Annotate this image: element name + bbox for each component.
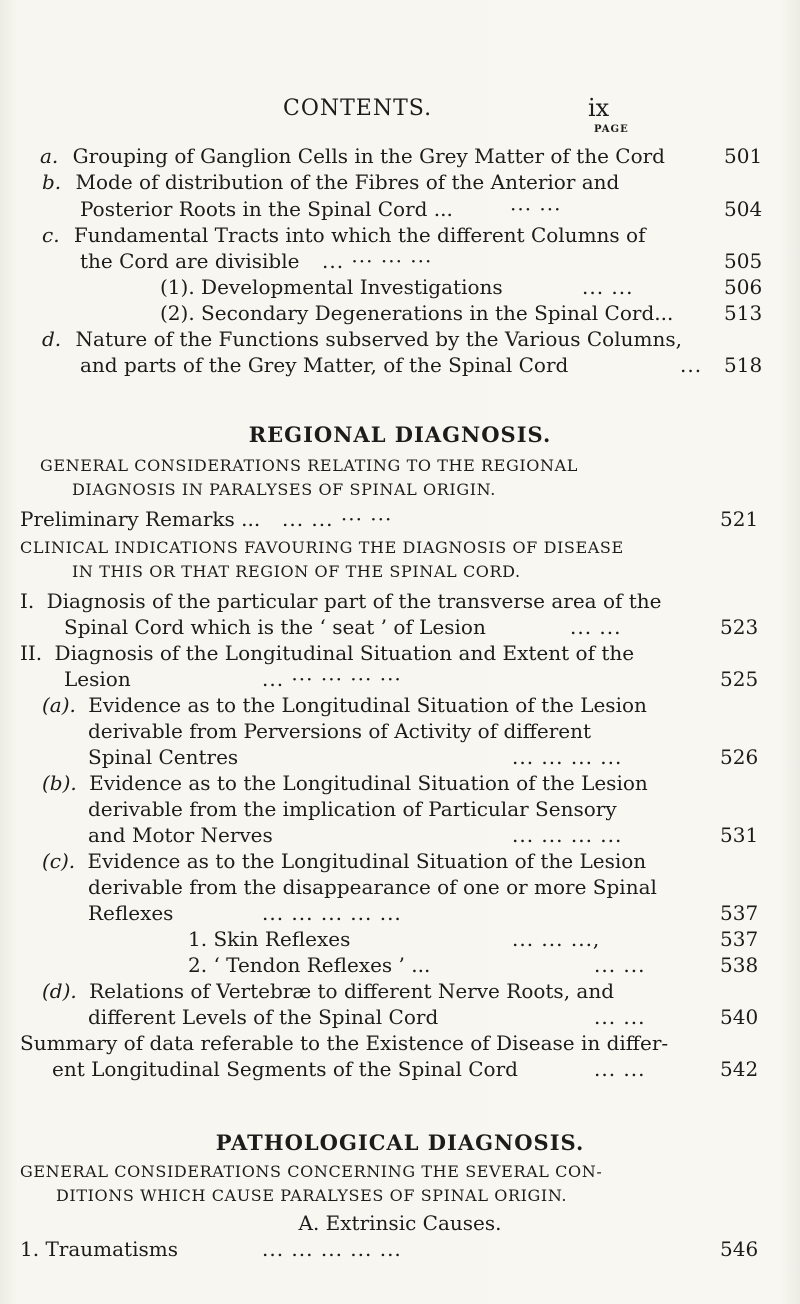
toc-entry-II-continued: Lesion bbox=[64, 667, 131, 691]
toc-page-number: 501 bbox=[724, 144, 763, 168]
section-subheading: DIAGNOSIS IN PARALYSES OF SPINAL ORIGIN. bbox=[72, 480, 496, 499]
toc-page-number: 518 bbox=[724, 353, 763, 377]
leader-dots: ... ... ... ... ... bbox=[262, 901, 402, 925]
toc-entry-preliminary: Preliminary Remarks ... bbox=[20, 507, 261, 531]
toc-page-number: 537 bbox=[720, 901, 759, 925]
leader-dots: ... ... bbox=[594, 1005, 646, 1029]
toc-page-number: 538 bbox=[720, 953, 759, 977]
toc-entry-d-relations: (d). Relations of Vertebræ to different Nerve Roots, and bbox=[42, 979, 615, 1003]
section-subheading: IN THIS OR THAT REGION OF THE SPINAL CORD. bbox=[72, 562, 521, 581]
section-heading-pathological: PATHOLOGICAL DIAGNOSIS. bbox=[215, 1130, 585, 1155]
subsection-heading: A. Extrinsic Causes. bbox=[298, 1211, 502, 1235]
toc-entry-summary-continued: ent Longitudinal Segments of the Spinal Cord bbox=[52, 1057, 518, 1081]
toc-page-number: 523 bbox=[720, 615, 759, 639]
section-subheading: GENERAL CONSIDERATIONS CONCERNING THE SEVERAL CON- bbox=[20, 1162, 603, 1181]
running-header bbox=[0, 96, 800, 126]
toc-entry-a: a. Grouping of Ganglion Cells in the Grey Matter of the Cord bbox=[40, 144, 665, 168]
toc-entry-c: c. Fundamental Tracts into which the different Columns of bbox=[42, 223, 646, 247]
toc-entry-summary: Summary of data referable to the Existence of Disease in differ- bbox=[20, 1031, 669, 1055]
leader-dots: ... ··· ··· ··· bbox=[322, 249, 433, 273]
section-subheading: GENERAL CONSIDERATIONS RELATING TO THE REGIONAL bbox=[40, 456, 578, 475]
leader-dots: ... ... bbox=[594, 953, 646, 977]
leader-dots: ... ... ... ... bbox=[512, 823, 623, 847]
toc-page-number: 546 bbox=[720, 1237, 759, 1261]
section-heading-regional: REGIONAL DIAGNOSIS. bbox=[248, 422, 552, 447]
toc-entry-I-continued: Spinal Cord which is the ‘ seat ’ of Lesion bbox=[64, 615, 486, 639]
leader-dots: ... ... ... ... bbox=[512, 745, 623, 769]
leader-dots: ··· ··· bbox=[510, 197, 562, 221]
toc-subentry-2: (2). Secondary Degenerations in the Spinal Cord... bbox=[160, 301, 674, 325]
toc-entry-c-continued: the Cord are divisible bbox=[80, 249, 300, 273]
section-subheading: DITIONS WHICH CAUSE PARALYSES OF SPINAL ORIGIN. bbox=[56, 1186, 568, 1205]
page-column-label: PAGE bbox=[594, 124, 629, 135]
toc-entry-I: I. Diagnosis of the particular part of the transverse area of the bbox=[20, 589, 662, 613]
toc-entry-a-evidence: (a). Evidence as to the Longitudinal Situation of the Lesion bbox=[42, 693, 647, 717]
toc-entry-d: d. Nature of the Functions subserved by the Various Columns, bbox=[42, 327, 682, 351]
toc-entry-II: II. Diagnosis of the Longitudinal Situation and Extent of the bbox=[20, 641, 635, 665]
toc-page-number: 540 bbox=[720, 1005, 759, 1029]
leader-dots: ... bbox=[680, 353, 703, 377]
toc-page-number: 531 bbox=[720, 823, 759, 847]
toc-entry-continued: derivable from the implication of Particular Sensory bbox=[88, 797, 617, 821]
running-title: CONTENTS. bbox=[283, 96, 433, 121]
toc-page-number: 504 bbox=[724, 197, 763, 221]
leader-dots: ... ... ... ... ... bbox=[262, 1237, 402, 1261]
toc-entry-b: b. Mode of distribution of the Fibres of the Anterior and bbox=[42, 170, 620, 194]
leader-dots: ... ... bbox=[594, 1057, 646, 1081]
toc-page-number: 525 bbox=[720, 667, 759, 691]
toc-page-number: 505 bbox=[724, 249, 763, 273]
leader-dots: ... ... bbox=[582, 275, 634, 299]
toc-entry-c-evidence: (c). Evidence as to the Longitudinal Situation of the Lesion bbox=[42, 849, 647, 873]
leader-dots: ... ... ..., bbox=[512, 927, 601, 951]
toc-entry-continued: different Levels of the Spinal Cord bbox=[88, 1005, 439, 1029]
toc-entry-continued: derivable from the disappearance of one or more Spinal bbox=[88, 875, 657, 899]
toc-entry-b-continued: Posterior Roots in the Spinal Cord ... bbox=[80, 197, 453, 221]
leader-dots: ... ... ··· ··· bbox=[282, 507, 393, 531]
toc-page-number: 537 bbox=[720, 927, 759, 951]
toc-entry-continued: and Motor Nerves bbox=[88, 823, 273, 847]
toc-subentry-1: (1). Developmental Investigations bbox=[160, 275, 503, 299]
toc-subentry-skin-reflexes: 1. Skin Reflexes bbox=[188, 927, 351, 951]
toc-page-number: 521 bbox=[720, 507, 759, 531]
folio-number: ix bbox=[588, 94, 610, 122]
toc-page-number: 542 bbox=[720, 1057, 759, 1081]
leader-dots: ... ... bbox=[570, 615, 622, 639]
toc-entry-continued: derivable from Perversions of Activity of different bbox=[88, 719, 592, 743]
section-subheading: CLINICAL INDICATIONS FAVOURING THE DIAGNOSIS OF DISEASE bbox=[20, 538, 624, 557]
toc-page-number: 526 bbox=[720, 745, 759, 769]
toc-entry-continued: Spinal Centres bbox=[88, 745, 239, 769]
toc-entry-d-continued: and parts of the Grey Matter, of the Spinal Cord bbox=[80, 353, 569, 377]
toc-entry-b-evidence: (b). Evidence as to the Longitudinal Situation of the Lesion bbox=[42, 771, 648, 795]
toc-subentry-tendon-reflexes: 2. ‘ Tendon Reflexes ’ ... bbox=[188, 953, 431, 977]
leader-dots: ... ··· ··· ··· ··· bbox=[262, 667, 402, 691]
toc-page-number: 506 bbox=[724, 275, 763, 299]
toc-entry-traumatisms: 1. Traumatisms bbox=[20, 1237, 178, 1261]
toc-entry-continued: Reflexes bbox=[88, 901, 174, 925]
toc-page-number: 513 bbox=[724, 301, 763, 325]
